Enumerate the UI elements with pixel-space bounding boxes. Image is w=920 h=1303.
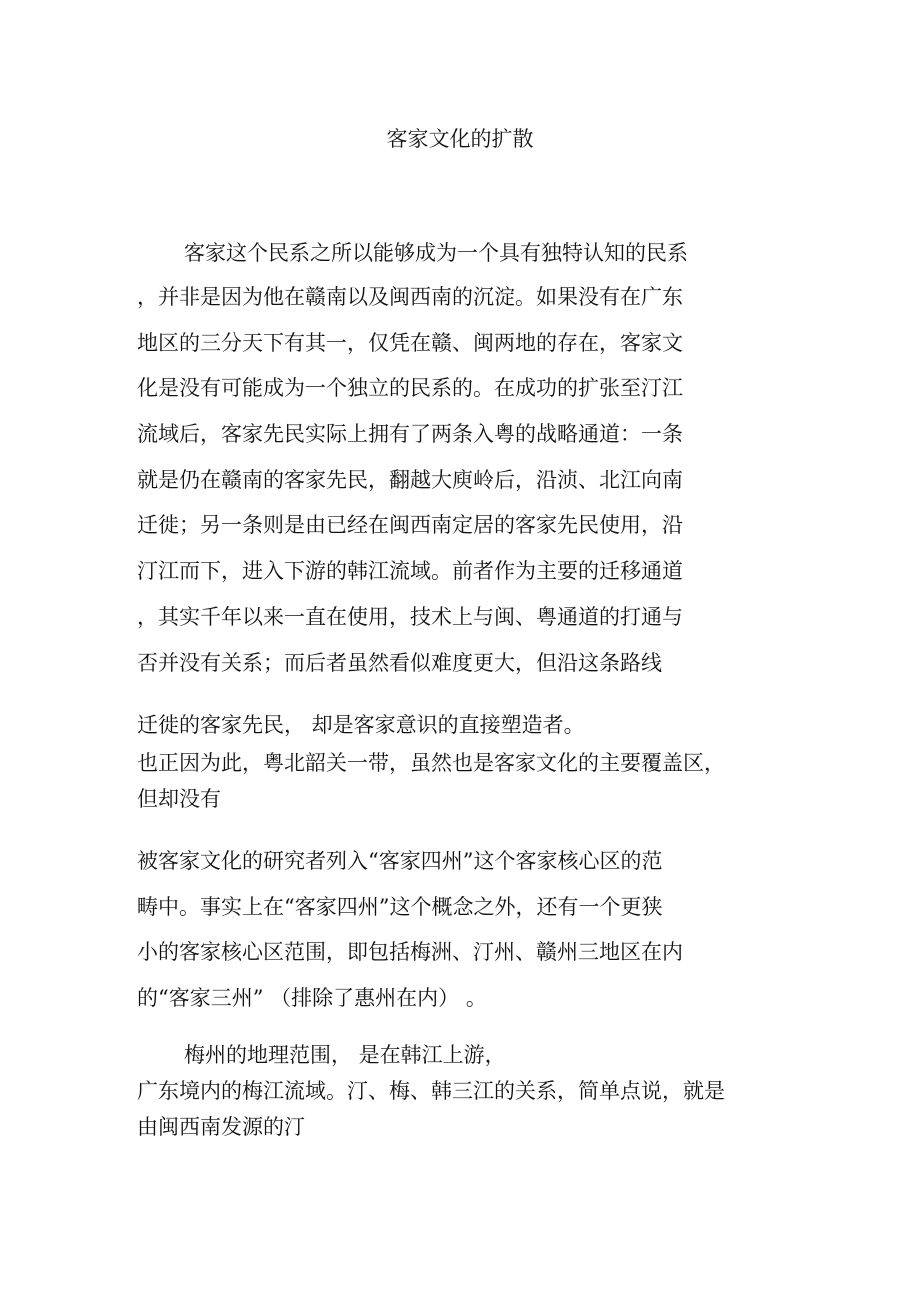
text-line: 流域后，客家先民实际上拥有了两条入粤的战略通道：一条 bbox=[137, 422, 683, 446]
text-line: ，其实千年以来一直在使用，技术上与闽、粤通道的打通与 bbox=[137, 605, 683, 629]
text-line: 梅州的地理范围， 是在韩江上游， bbox=[184, 1043, 506, 1067]
text-line: 地区的三分天下有其一，仅凭在赣、闽两地的存在，客家文 bbox=[137, 331, 683, 355]
text-line: 广东境内的梅江流域。汀、梅、韩三江的关系，简单点说，就是 bbox=[137, 1079, 725, 1103]
text-line: 畴中。事实上在“客家四州”这个概念之外，还有一个更狭 bbox=[137, 895, 663, 919]
text-line: 就是仍在赣南的客家先民，翻越大庾岭后，沿浈、北江向南 bbox=[137, 468, 683, 492]
text-line: 化是没有可能成为一个独立的民系的。在成功的扩张至汀江 bbox=[137, 376, 683, 400]
text-line: 否并没有关系；而后者虽然看似难度更大，但沿这条路线 bbox=[137, 651, 662, 675]
text-line: 汀江而下，进入下游的韩江流域。前者作为主要的迁移通道 bbox=[137, 559, 683, 583]
text-line: 迁徙；另一条则是由已经在闽西南定居的客家先民使用，沿 bbox=[137, 513, 683, 537]
text-line: 小的客家核心区范围，即包括梅洲、汀州、赣州三地区在内 bbox=[137, 940, 683, 964]
text-line: 客家这个民系之所以能够成为一个具有独特认知的民系 bbox=[184, 241, 688, 265]
text-line: 也正因为此，粤北韶关一带，虽然也是客家文化的主要覆盖区， bbox=[137, 751, 725, 775]
text-line: 被客家文化的研究者列入“客家四州”这个客家核心区的范 bbox=[137, 849, 663, 873]
text-line: 但却没有 bbox=[137, 787, 221, 811]
document-title: 客家文化的扩散 bbox=[386, 127, 534, 151]
text-line: 的“客家三州” （排除了惠州在内） 。 bbox=[137, 986, 487, 1010]
text-line: ，并非是因为他在赣南以及闽西南的沉淀。如果没有在广东 bbox=[137, 285, 683, 309]
text-line: 迁徙的客家先民， 却是客家意识的直接塑造者。 bbox=[137, 713, 585, 737]
text-line: 由闽西南发源的汀 bbox=[137, 1115, 305, 1139]
